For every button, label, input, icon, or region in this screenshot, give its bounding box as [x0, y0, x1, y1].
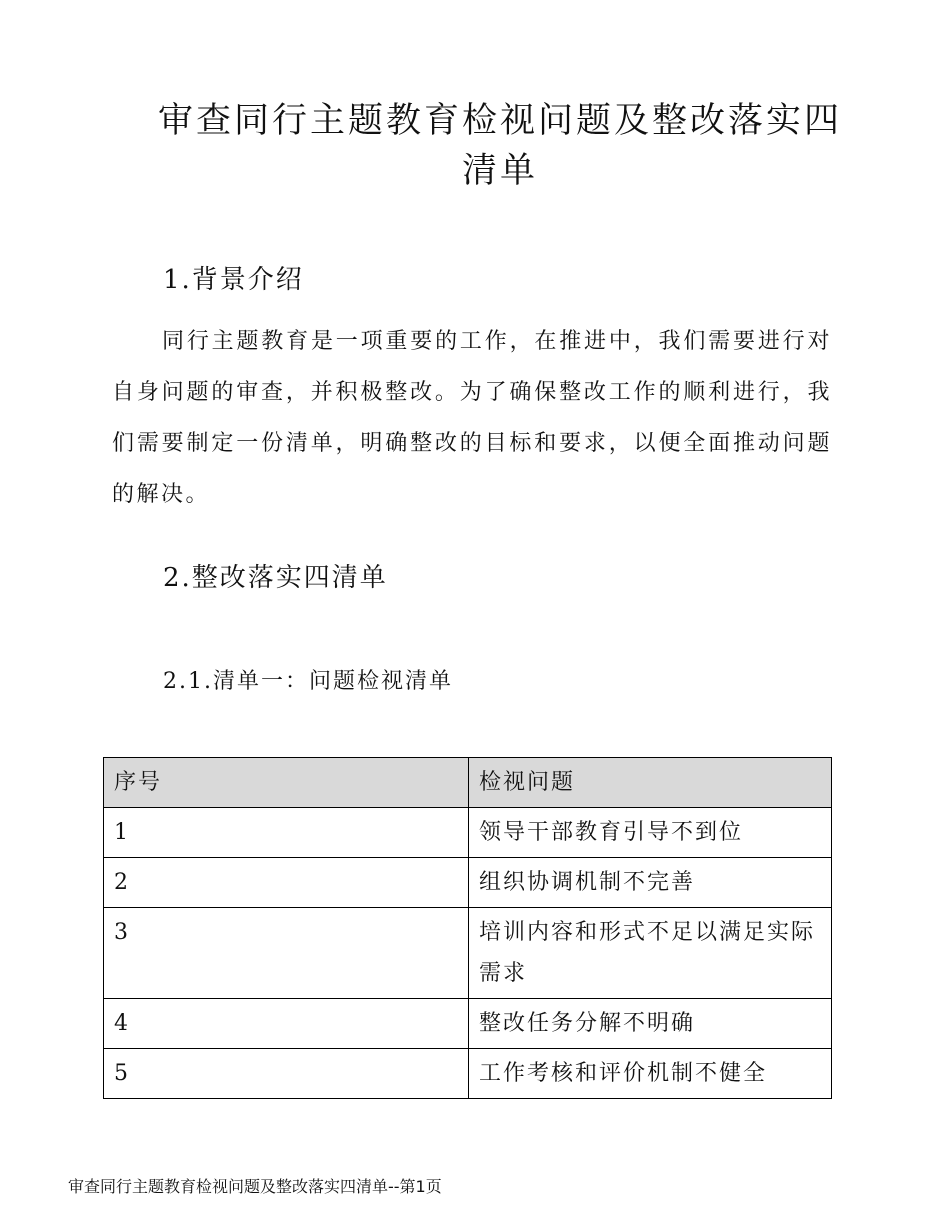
subsection-heading-issue-list: 2.1.清单一：问题检视清单 — [163, 669, 453, 694]
table-row — [104, 808, 832, 858]
table-header-row — [104, 758, 832, 808]
row-issue-cell: 整改任务分解不明确 — [469, 999, 832, 1049]
section-heading-four-lists: 2.整改落实四清单 — [163, 563, 388, 593]
row-number-cell: 1 — [104, 808, 469, 858]
table-row — [104, 858, 832, 908]
row-number-cell: 3 — [104, 908, 469, 999]
table-row — [104, 1049, 832, 1099]
row-number-cell: 2 — [104, 858, 469, 908]
table-row — [104, 908, 832, 999]
document-title — [110, 96, 890, 196]
row-number-cell: 5 — [104, 1049, 469, 1099]
row-issue-cell: 组织协调机制不完善 — [469, 858, 832, 908]
issue-review-table — [103, 757, 832, 1099]
table-row — [104, 999, 832, 1049]
page-footer: 审查同行主题教育检视问题及整改落实四清单--第1页 — [68, 1177, 442, 1196]
row-issue-cell: 工作考核和评价机制不健全 — [469, 1049, 832, 1099]
column-header-issue: 检视问题 — [469, 758, 832, 808]
document-title-line-1: 审查同行主题教育检视问题及整改落实四 — [157, 101, 842, 141]
row-issue-cell: 培训内容和形式不足以满足实际需求 — [469, 908, 832, 999]
row-number-cell: 4 — [104, 999, 469, 1049]
column-header-number: 序号 — [104, 758, 469, 808]
row-issue-cell: 领导干部教育引导不到位 — [469, 808, 832, 858]
document-title-line-2: 清单 — [461, 151, 538, 191]
section-heading-background: 1.背景介绍 — [163, 265, 304, 295]
background-paragraph: 同行主题教育是一项重要的工作，在推进中，我们需要进行对自身问题的审查，并积极整改。为了确保整改工作的顺利进行，我们需要制定一份清单，明确整改的目标和要求，以便全面推动问题的解决。 — [112, 329, 832, 507]
